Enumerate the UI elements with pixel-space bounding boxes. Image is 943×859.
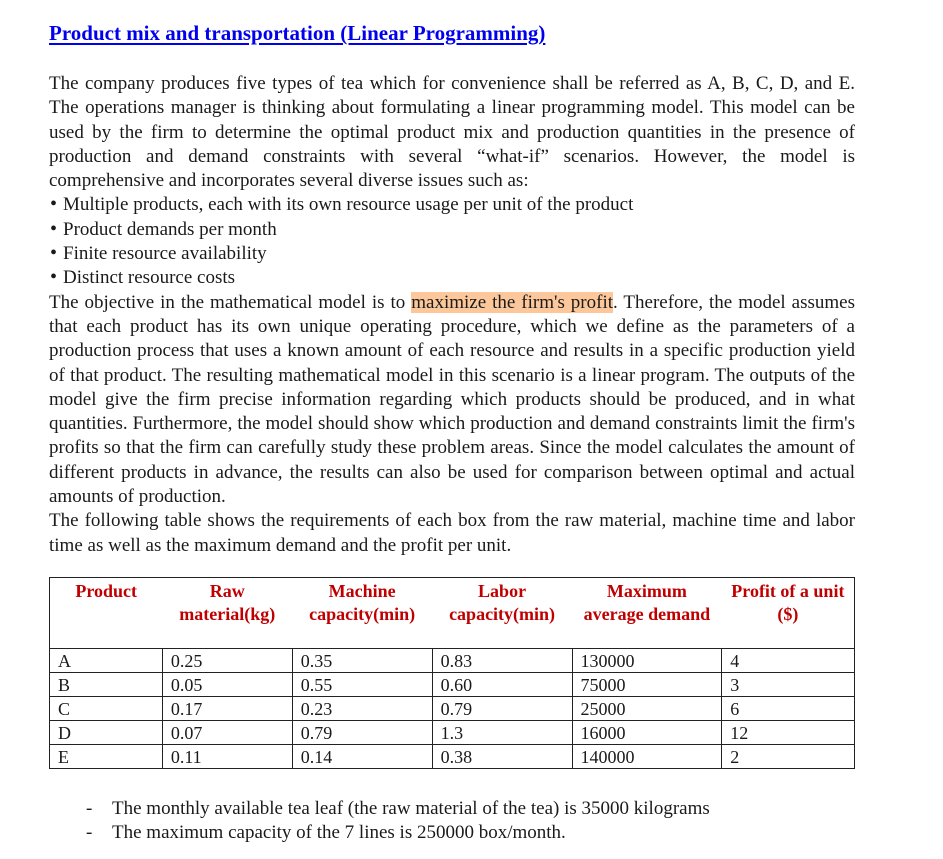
table-cell: 0.14 (292, 745, 432, 769)
column-header-machine-capacity: Machine capacity(min) (292, 578, 432, 649)
note-text: The maximum capacity of the 7 lines is 250000 box/month. (112, 822, 566, 843)
table-intro-paragraph: The following table shows the requirements of each box from the raw material, machine time and labor time as well as the maximum demand and the profit per unit. (49, 510, 855, 556)
table-cell: 0.79 (432, 697, 572, 721)
column-header-labor-capacity: Labor capacity(min) (432, 578, 572, 649)
table-cell: 0.38 (432, 745, 572, 769)
table-cell: C (50, 697, 163, 721)
table-cell: 0.23 (292, 697, 432, 721)
table-row (50, 649, 855, 673)
document-body (49, 72, 855, 558)
list-item (86, 797, 710, 821)
objective-paragraph (49, 291, 855, 510)
table-cell: 0.60 (432, 673, 572, 697)
table-cell: 0.35 (292, 649, 432, 673)
table-row (50, 745, 855, 769)
table-cell: 0.83 (432, 649, 572, 673)
notes-list (86, 797, 710, 845)
table-cell: D (50, 721, 163, 745)
table-cell: 0.25 (162, 649, 292, 673)
table-cell: E (50, 745, 163, 769)
objective-text-after: . Therefore, the model assumes that each product has its own unique operating procedure, which we define as the parameters of a production process that uses a known amount of each resource and results in a specific production yield of that product. The resulting mathematical model in this scenario is a linear program. The outputs of the model give the firm precise information regarding which products should be produced, and in what quantities. Furthermore, the model should show which production and demand constraints limit the firm's profits so that the firm can carefully study these problem areas. Since the model calculates the amount of different products in advance, the results can also be used for comparison between optimal and actual amounts of production. (49, 291, 855, 508)
table-cell: 3 (722, 673, 855, 697)
table-cell: 140000 (572, 745, 722, 769)
table-cell: 0.05 (162, 673, 292, 697)
table-row (50, 673, 855, 697)
table-row (50, 697, 855, 721)
table-row (50, 721, 855, 745)
table-cell: B (50, 673, 163, 697)
page-title: Product mix and transportation (Linear Programming) (49, 21, 546, 45)
column-header-product: Product (50, 578, 163, 649)
table-cell: A (50, 649, 163, 673)
table-cell: 1.3 (432, 721, 572, 745)
column-header-profit: Profit of a unit ($) (722, 578, 855, 649)
dash-bullet: - (86, 798, 93, 819)
list-item: • Distinct resource costs (49, 266, 855, 290)
table-cell: 0.79 (292, 721, 432, 745)
table-header-row (50, 578, 855, 649)
intro-paragraph: The company produces five types of tea which for convenience shall be referred as A, B, C, D, and E. The operations manager is thinking about formulating a linear programming model. This model can be used by the firm to determine the optimal product mix and production quantities in the presence of production and demand constraints with several “what-if” scenarios. However, the model is comprehensive and incorporates several diverse issues such as: (49, 73, 855, 192)
requirements-table (49, 577, 855, 769)
table-cell: 0.17 (162, 697, 292, 721)
table-cell: 130000 (572, 649, 722, 673)
column-header-raw-material: Raw material(kg) (162, 578, 292, 649)
table-cell: 12 (722, 721, 855, 745)
list-item (86, 821, 710, 845)
table-cell: 0.07 (162, 721, 292, 745)
table-cell: 6 (722, 697, 855, 721)
table-cell: 4 (722, 649, 855, 673)
table-cell: 0.11 (162, 745, 292, 769)
table-cell: 2 (722, 745, 855, 769)
table-cell: 75000 (572, 673, 722, 697)
table-cell: 16000 (572, 721, 722, 745)
note-text: The monthly available tea leaf (the raw material of the tea) is 35000 kilograms (112, 798, 710, 819)
objective-text-before: The objective in the mathematical model is to (49, 291, 412, 313)
list-item: • Product demands per month (49, 218, 855, 242)
issues-list (49, 193, 855, 290)
column-header-maximum-demand: Maximum average demand (572, 578, 722, 649)
list-item: • Finite resource availability (49, 242, 855, 266)
highlighted-phrase: maximize the firm's profit (411, 291, 614, 313)
table-cell: 0.55 (292, 673, 432, 697)
list-item: • Multiple products, each with its own resource usage per unit of the product (49, 193, 855, 217)
dash-bullet: - (86, 822, 93, 843)
table-cell: 25000 (572, 697, 722, 721)
